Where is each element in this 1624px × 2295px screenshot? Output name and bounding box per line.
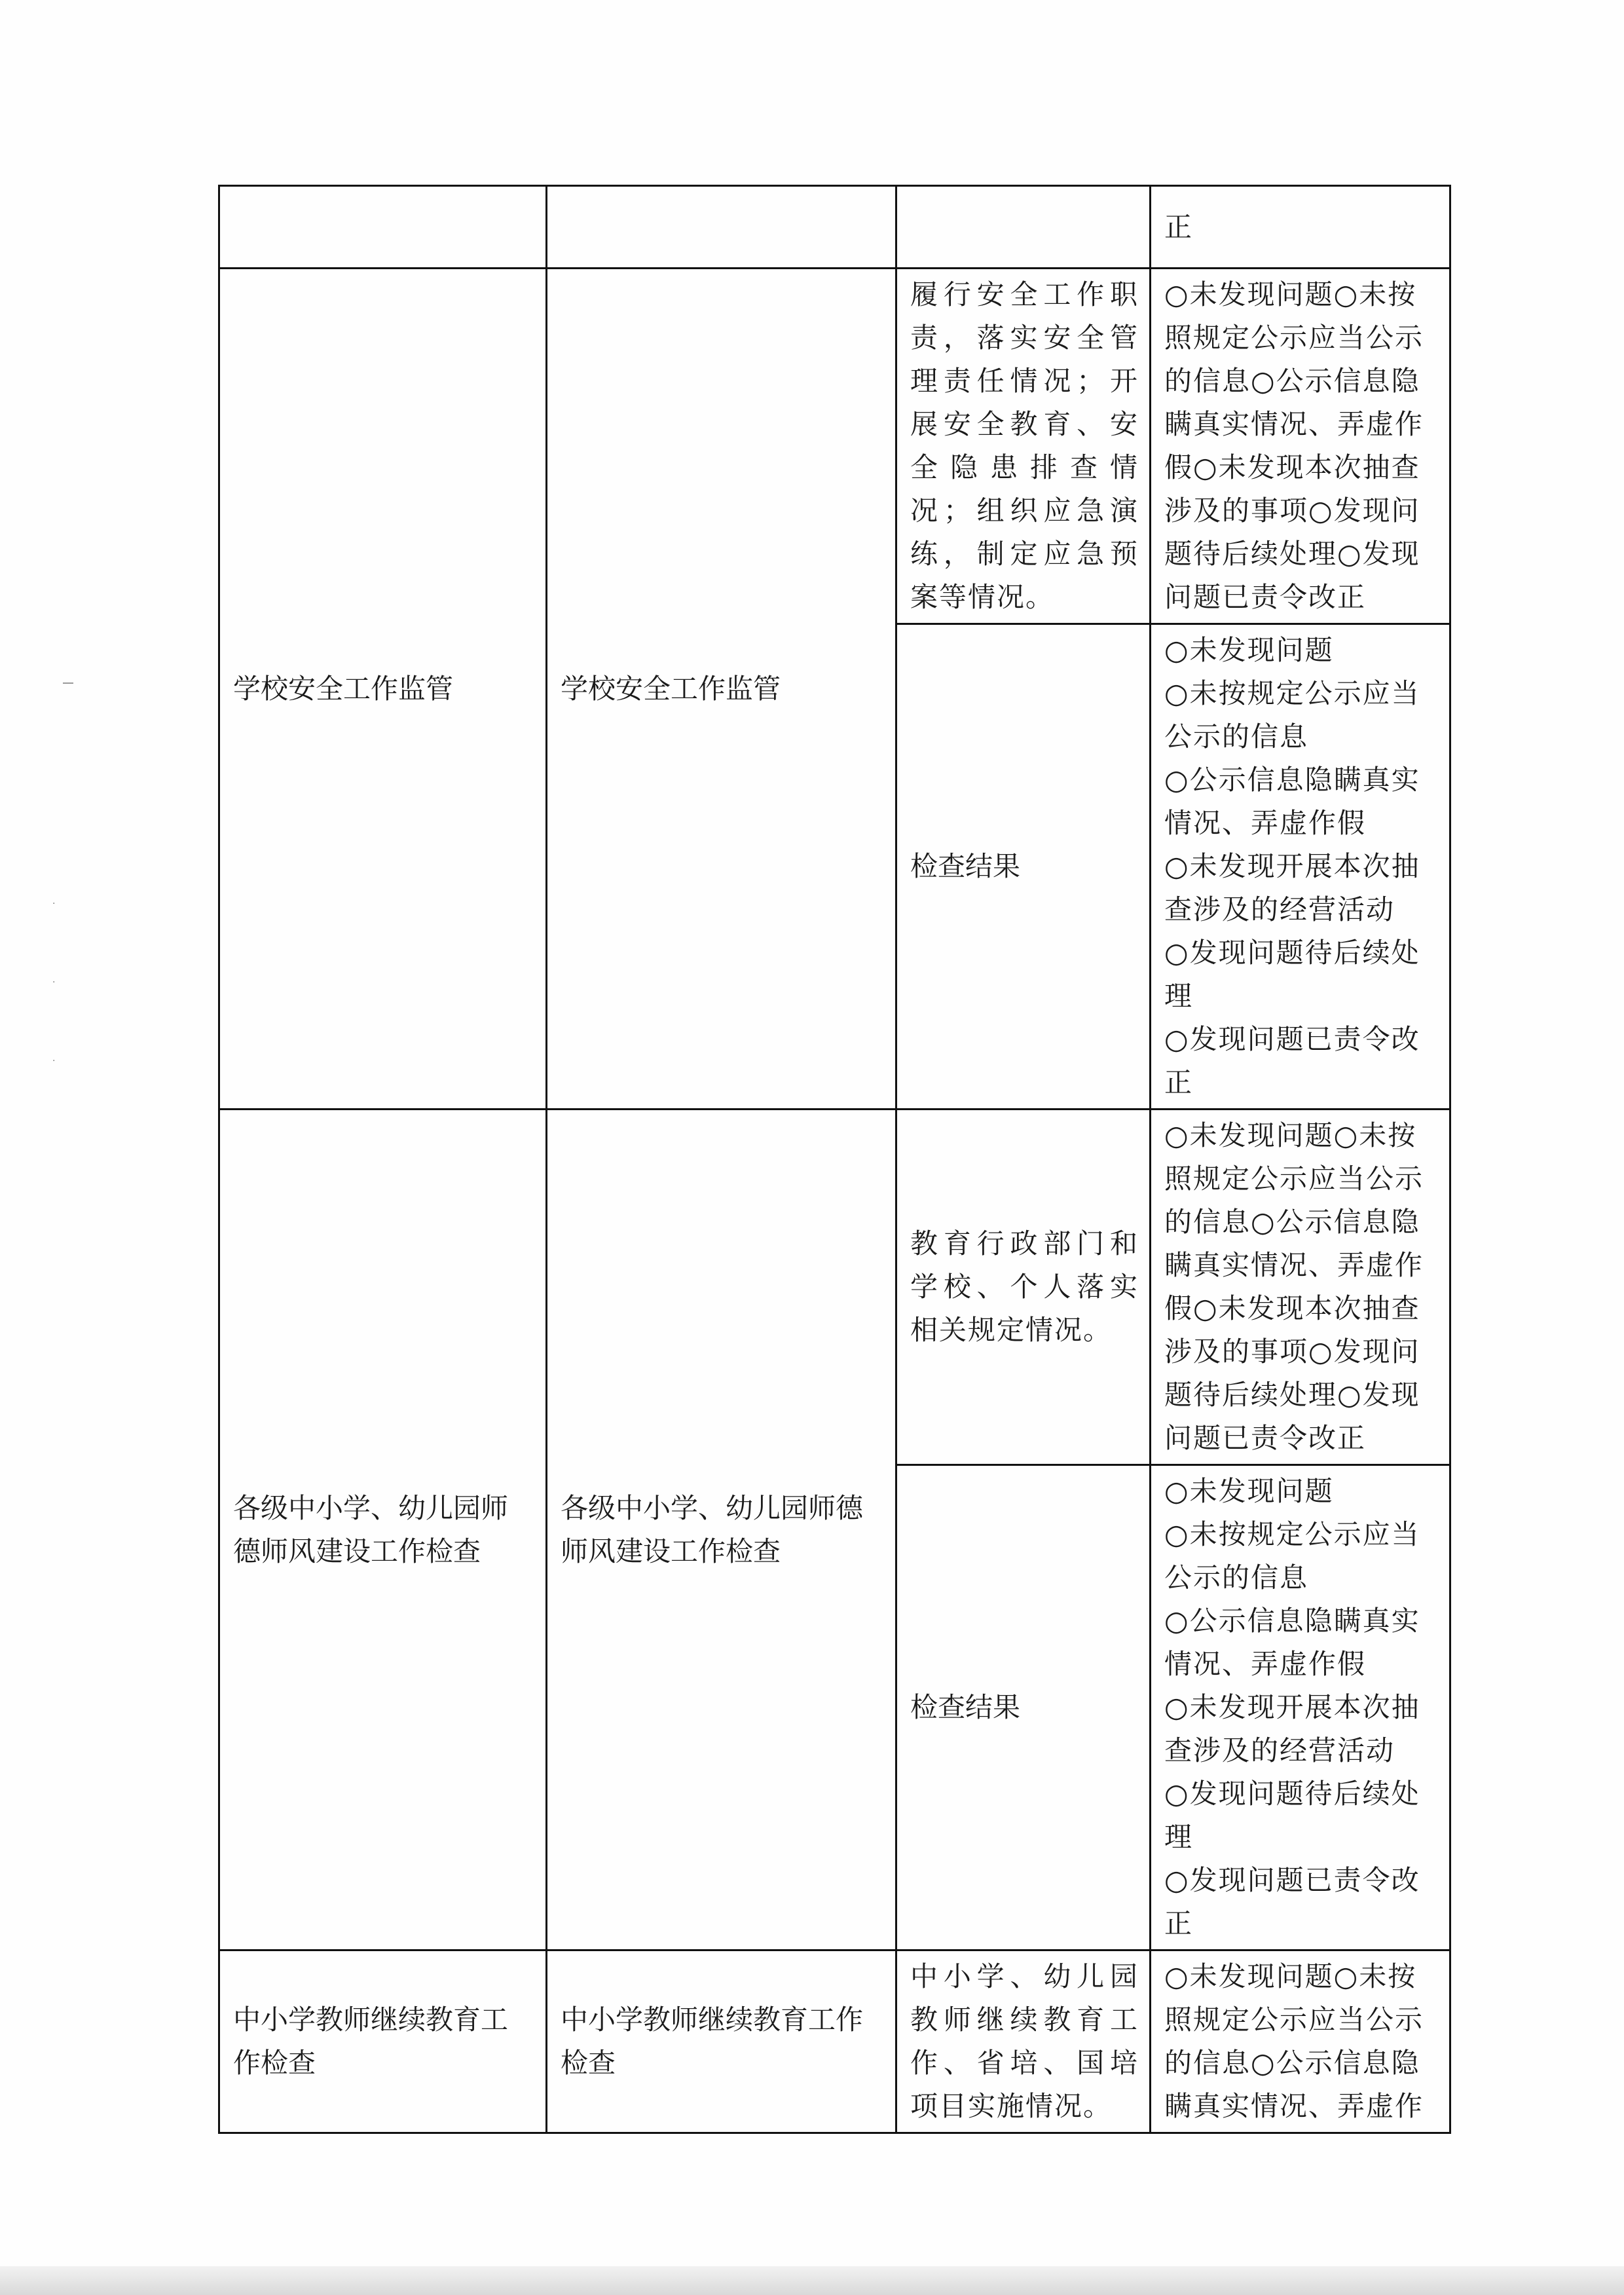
option-concealed: ○公示信息隐瞒真实情况、弄虚作假 [1164,764,1420,839]
cell-content [547,186,896,269]
scan-artifact: · [52,899,56,909]
scan-artifact: · [52,977,56,988]
cell-check-result-label: 检查结果 [896,1465,1151,1950]
cell-content-ethics: 各级中小学、幼儿园师德师风建设工作检查 [547,1110,896,1950]
option-not-disclosed: ○未按规定公示应当公示的信息 [1164,1518,1420,1594]
cell-detail [896,186,1151,269]
cell-detail-safety: 履行安全工作职责，落实安全管理责任情况；开展安全教育、安全隐患排查情况；组织应急演练，制定应急预案等情况。 [896,269,1151,624]
scan-artifacts [52,865,55,1100]
cell-detail-ethics: 教育行政部门和学校、个人落实相关规定情况。 [896,1110,1151,1465]
cell-result-tail: 正 [1151,186,1450,269]
option-no-problem: ○未发现问题 [1164,634,1334,666]
option-no-activity: ○未发现开展本次抽查涉及的经营活动 [1164,850,1420,925]
cell-options-continuing: ○未发现问题○未按照规定公示应当公示的信息○公示信息隐瞒真实情况、弄虚作 [1151,1950,1450,2133]
cell-content-safety: 学校安全工作监管 [547,269,896,1110]
cell-check-result-options [1151,1465,1450,1950]
option-rectified: ○发现问题已责令改正 [1164,1023,1420,1098]
option-concealed: ○公示信息隐瞒真实情况、弄虚作假 [1164,1605,1420,1680]
cell-options-ethics: ○未发现问题○未按照规定公示应当公示的信息○公示信息隐瞒真实情况、弄虚作假○未发现本次抽查涉及的事项○发现问题待后续处理○发现问题已责令改正 [1151,1110,1450,1465]
option-no-activity: ○未发现开展本次抽查涉及的经营活动 [1164,1691,1420,1766]
table-row-continued [219,186,1450,269]
option-pending: ○发现问题待后续处理 [1164,937,1420,1012]
cell-check-result-options [1151,624,1450,1110]
table-row-continuing [219,1950,1450,2133]
option-rectified: ○发现问题已责令改正 [1164,1864,1420,1939]
option-no-problem: ○未发现问题 [1164,1475,1334,1507]
option-not-disclosed: ○未按规定公示应当公示的信息 [1164,677,1420,753]
inspection-table [218,185,1451,2134]
cell-detail-continuing: 中小学、幼儿园教师继续教育工作、省培、国培项目实施情况。 [896,1950,1151,2133]
table-row-safety [219,269,1450,624]
cell-item-safety: 学校安全工作监管 [219,269,547,1110]
scanner-edge [0,2266,1624,2295]
scan-artifact: · [52,1056,56,1066]
cell-item-continuing: 中小学教师继续教育工作检查 [219,1950,547,2133]
cell-item [219,186,547,269]
option-pending: ○发现问题待后续处理 [1164,1778,1420,1853]
table-row-ethics [219,1110,1450,1465]
cell-check-result-label: 检查结果 [896,624,1151,1110]
scan-mark [63,682,73,684]
cell-content-continuing: 中小学教师继续教育工作检查 [547,1950,896,2133]
cell-options-safety: ○未发现问题○未按照规定公示应当公示的信息○公示信息隐瞒真实情况、弄虚作假○未发现本次抽查涉及的事项○发现问题待后续处理○发现问题已责令改正 [1151,269,1450,624]
cell-item-ethics: 各级中小学、幼儿园师德师风建设工作检查 [219,1110,547,1950]
